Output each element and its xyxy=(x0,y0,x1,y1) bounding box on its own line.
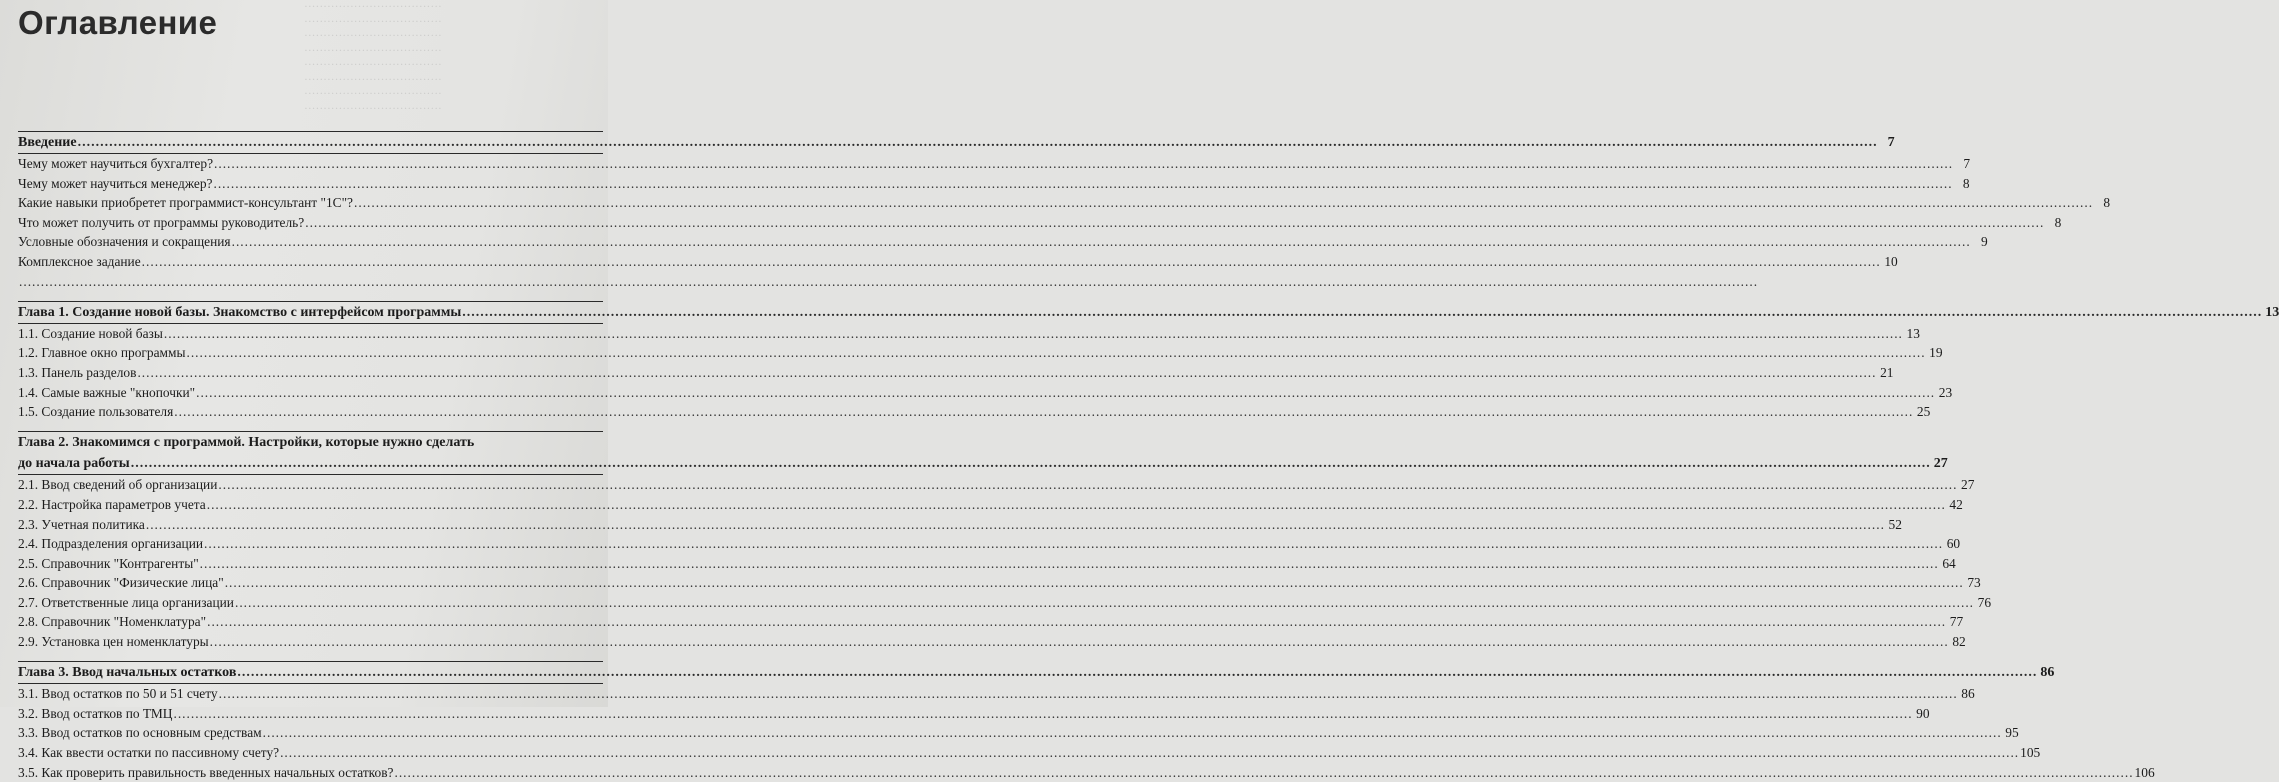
toc-entry-title: 2.7. Ответственные лица организации xyxy=(18,594,234,610)
dot-leader: ................................................................................................................................................................................................................................................................................................................................................................................................................ xyxy=(214,156,1954,171)
toc-entry xyxy=(18,612,1964,632)
toc-entry xyxy=(18,383,1953,403)
dot-leader: ................................................................................................................................................................................................................................................................................................................................................................................................................ xyxy=(163,325,1903,341)
toc-entry xyxy=(18,554,1956,574)
dot-leader: ................................................................................................................................................................................................................................................................................................................................................................................................................ xyxy=(77,135,1878,150)
toc-entry xyxy=(18,495,1963,515)
toc-entry-title: 1.3. Панель разделов xyxy=(18,364,137,380)
toc-entry-title: 1.4. Самые важные "кнопочки" xyxy=(18,384,196,400)
page-title: Оглавление xyxy=(18,4,218,41)
toc-entry xyxy=(18,363,1894,383)
toc-entry-page: 23 xyxy=(1938,384,1953,400)
toc-entry xyxy=(18,704,1930,724)
dot-leader: ................................................................................................................................................................................................................................................................................................................................................................................................................ xyxy=(145,516,1885,532)
toc-entry-title: 3.5. Как проверить правильность введенных начальных остатков? xyxy=(18,764,394,780)
toc-entry-page: 21 xyxy=(1880,364,1894,380)
toc-section-heading xyxy=(18,662,2055,683)
toc-entry xyxy=(18,763,2155,782)
dot-leader: ................................................................................................................................................................................................................................................................................................................................................................................................................ xyxy=(19,273,1759,289)
toc-heading-title: Глава 1. Создание новой базы. Знакомство с интерфейсом программы xyxy=(18,304,462,320)
dot-leader: ................................................................................................................................................................................................................................................................................................................................................................................................................ xyxy=(173,705,1913,721)
toc-entry-title: 1.2. Главное окно программы xyxy=(18,345,186,361)
dot-leader: ................................................................................................................................................................................................................................................................................................................................................................................................................ xyxy=(237,665,2038,681)
dot-leader: ................................................................................................................................................................................................................................................................................................................................................................................................................ xyxy=(196,384,1936,400)
toc-heading-title: Глава 3. Ввод начальных остатков xyxy=(18,665,237,681)
dot-leader: ................................................................................................................................................................................................................................................................................................................................................................................................................ xyxy=(213,175,1953,191)
toc-entry-title: 3.4. Как ввести остатки по пассивному счету? xyxy=(18,745,280,761)
dot-leader: ................................................................................................................................................................................................................................................................................................................................................................................................................ xyxy=(262,725,2002,741)
toc-entry-title: Что может получить от программы руководитель? xyxy=(18,214,305,230)
bleed-through-text: ···································· ···································· ···································· ···································· ···································· ···································· ···································· ···································· xyxy=(304,1,442,115)
toc-heading-page: 7 xyxy=(1887,135,1895,150)
dot-leader: ................................................................................................................................................................................................................................................................................................................................................................................................................ xyxy=(141,253,1881,269)
dot-leader: ................................................................................................................................................................................................................................................................................................................................................................................................................ xyxy=(394,764,2134,780)
toc-entry-page: 76 xyxy=(1977,594,1992,610)
toc-heading-page: 86 xyxy=(2040,665,2055,681)
toc-entry-title: 2.9. Установка цен номенклатуры xyxy=(18,634,209,650)
toc-entry-title: 3.2. Ввод остатков по ТМЦ xyxy=(18,705,173,721)
toc-entry-page: 106 xyxy=(2134,764,2155,780)
toc-entry-title: 2.2. Настройка параметров учета xyxy=(18,496,206,512)
toc-entry-title: 1.5. Создание пользователя xyxy=(18,404,174,420)
toc-entry-title: 3.3. Ввод остатков по основным средствам xyxy=(18,725,262,741)
toc-entry-title: Условные обозначения и сокращения xyxy=(18,234,231,250)
toc-entry xyxy=(18,573,1981,593)
toc-entry-title: 1.1. Создание новой базы xyxy=(18,325,163,341)
toc-entry xyxy=(18,232,1988,252)
toc-entry xyxy=(18,343,1943,363)
toc-entry xyxy=(18,743,2041,763)
toc-entry-page: 105 xyxy=(2020,745,2041,761)
toc-entry-page: 8 xyxy=(2054,214,2062,230)
toc-entry xyxy=(18,515,1902,535)
toc-entry xyxy=(18,324,1920,344)
toc-entry-page: 60 xyxy=(1946,536,1961,552)
toc-entry-page: 42 xyxy=(1949,496,1963,512)
dot-leader: ................................................................................................................................................................................................................................................................................................................................................................................................................ xyxy=(354,195,2094,211)
toc-entry-title: 2.6. Справочник "Физические лица" xyxy=(18,575,224,591)
dot-leader: ................................................................................................................................................................................................................................................................................................................................................................................................................ xyxy=(209,634,1949,650)
toc-entry-title: 2.3. Учетная политика xyxy=(18,516,145,532)
toc-entry-title: 2.8. Справочник "Номенклатура" xyxy=(18,614,207,630)
dot-leader: ................................................................................................................................................................................................................................................................................................................................................................................................................ xyxy=(234,594,1975,610)
dot-leader: ................................................................................................................................................................................................................................................................................................................................................................................................................ xyxy=(137,364,1877,380)
toc-heading-title-line2: до начала работы xyxy=(18,456,130,472)
toc-entry-page: 8 xyxy=(2103,195,2111,211)
toc-entry-title: 2.1. Ввод сведений об организации xyxy=(18,477,218,493)
toc-entry xyxy=(18,272,1759,292)
dot-leader: ................................................................................................................................................................................................................................................................................................................................................................................................................ xyxy=(199,555,1939,571)
toc-entry-title: Чему может научиться бухгалтер? xyxy=(18,156,214,171)
toc-heading-title: Введение xyxy=(18,135,77,150)
dot-leader: ................................................................................................................................................................................................................................................................................................................................................................................................................ xyxy=(130,456,1931,472)
toc-heading-page: 13 xyxy=(2265,304,2279,320)
toc-entry xyxy=(18,684,1975,704)
toc-entry-page: 8 xyxy=(1962,175,1970,191)
toc-entry-title: 2.5. Справочник "Контрагенты" xyxy=(18,555,199,571)
toc-entry-page: 10 xyxy=(1884,253,1898,269)
toc-entry-page: 13 xyxy=(1906,325,1920,341)
toc-entry-page: 19 xyxy=(1929,345,1943,361)
toc-entry xyxy=(18,193,2111,213)
toc-entry xyxy=(18,475,1975,495)
dot-leader: ................................................................................................................................................................................................................................................................................................................................................................................................................ xyxy=(206,496,1946,512)
toc-entry-title: 2.4. Подразделения организации xyxy=(18,536,204,552)
toc-entry xyxy=(18,723,2019,743)
dot-leader: ................................................................................................................................................................................................................................................................................................................................................................................................................ xyxy=(280,745,2020,761)
toc-entry-page: 86 xyxy=(1961,686,1975,702)
toc-heading-title-line1: Глава 2. Знакомимся с программой. Настройки, которые нужно сделать xyxy=(18,435,475,451)
dot-leader: ................................................................................................................................................................................................................................................................................................................................................................................................................ xyxy=(174,404,1914,420)
dot-leader: ................................................................................................................................................................................................................................................................................................................................................................................................................ xyxy=(305,214,2045,230)
toc-entry xyxy=(18,252,1898,272)
toc-entry xyxy=(18,593,1992,613)
toc-entry-page: 25 xyxy=(1916,404,1931,420)
dot-leader: ................................................................................................................................................................................................................................................................................................................................................................................................................ xyxy=(207,614,1947,630)
toc-entry-title: 3.1. Ввод остатков по 50 и 51 счету xyxy=(18,686,218,702)
dot-leader: ................................................................................................................................................................................................................................................................................................................................................................................................................ xyxy=(462,304,2263,320)
toc-entry-page: 73 xyxy=(1967,575,1981,591)
toc-entry-title: Какие навыки приобретет программист-консультант "1С"? xyxy=(18,195,353,211)
toc-section-heading xyxy=(18,302,2279,323)
toc-entry xyxy=(18,154,1971,174)
toc-entry xyxy=(18,632,1966,652)
dot-leader: ................................................................................................................................................................................................................................................................................................................................................................................................................ xyxy=(231,234,1971,250)
dot-leader: ................................................................................................................................................................................................................................................................................................................................................................................................................ xyxy=(218,686,1958,702)
toc-entry-title: Комплексное задание xyxy=(18,253,141,269)
toc-section-heading xyxy=(18,453,1948,474)
toc-entry-page: 27 xyxy=(1961,477,1975,493)
toc-entry xyxy=(18,213,2062,233)
toc-entry-page: 82 xyxy=(1952,634,1966,650)
table-of-contents xyxy=(18,131,2279,782)
dot-leader: ................................................................................................................................................................................................................................................................................................................................................................................................................ xyxy=(218,477,1958,493)
dot-leader: ................................................................................................................................................................................................................................................................................................................................................................................................................ xyxy=(224,575,1964,591)
toc-entry xyxy=(18,402,1931,422)
toc-entry-page: 7 xyxy=(1963,156,1971,171)
toc-entry-page: 64 xyxy=(1942,555,1956,571)
toc-heading-page: 27 xyxy=(1933,456,1948,472)
toc-entry-page: 95 xyxy=(2005,725,2019,741)
toc-entry-page: 9 xyxy=(1980,234,1988,250)
toc-entry-page: 90 xyxy=(1916,705,1930,721)
dot-leader: ................................................................................................................................................................................................................................................................................................................................................................................................................ xyxy=(204,536,1944,552)
dot-leader: ................................................................................................................................................................................................................................................................................................................................................................................................................ xyxy=(186,345,1926,361)
toc-entry xyxy=(18,534,1961,554)
toc-section-heading xyxy=(18,132,1895,153)
toc-entry-title: Чему может научиться менеджер? xyxy=(18,175,213,191)
toc-entry-page: 52 xyxy=(1888,516,1902,532)
toc-entry xyxy=(18,174,1970,194)
toc-entry-page: 77 xyxy=(1949,614,1964,630)
